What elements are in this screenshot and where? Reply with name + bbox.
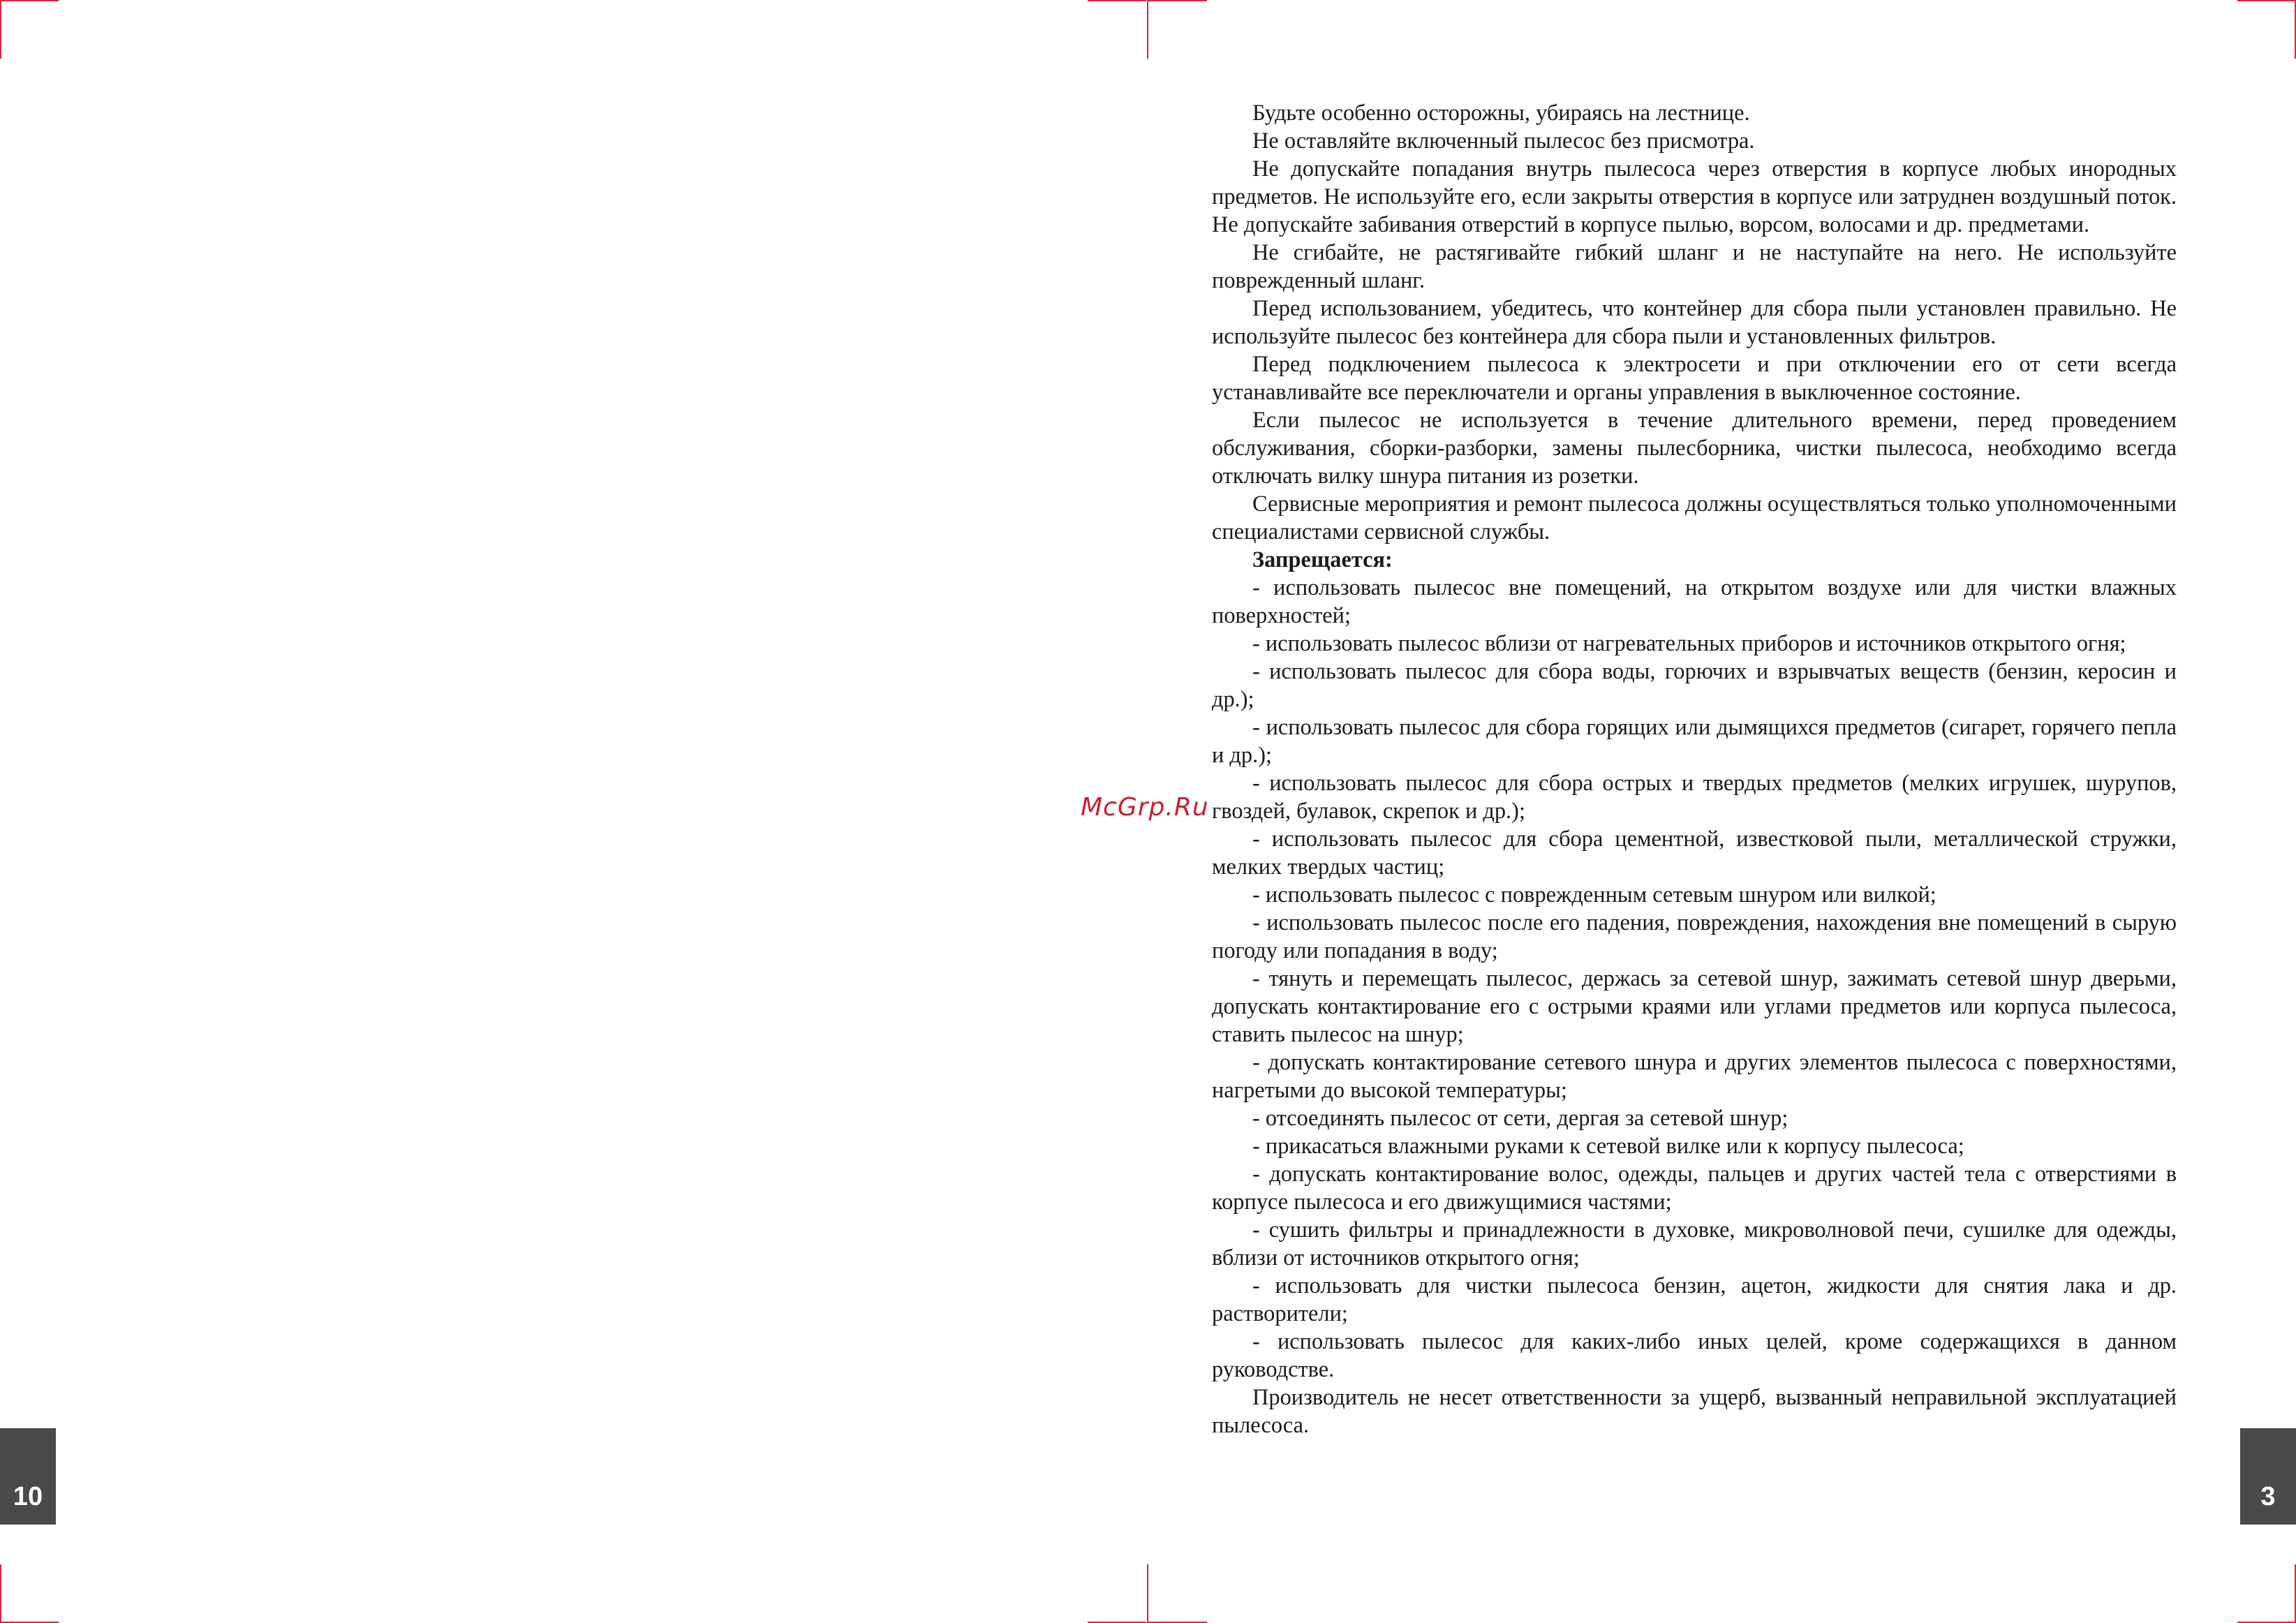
prohibited-item: - допускать контактирование волос, одежды, пальцев и других частей тела с отверстиями в корпусе пылесоса и его движущимися частями; (1212, 1162, 2177, 1215)
paragraph: Не сгибайте, не растягивайте гибкий шланг и не наступайте на него. Не используйте поврежденный шланг. (1212, 240, 2177, 293)
prohibited-item: - использовать пылесос вблизи от нагревательных приборов и источников открытого огня; (1252, 631, 2126, 656)
prohibited-item: - использовать пылесос для каких-либо иных целей, кроме содержащихся в данном руководстве. (1212, 1329, 2177, 1382)
watermark: McGrp.Ru (1081, 793, 1209, 822)
prohibited-item: - использовать пылесос для сбора цементной, известковой пыли, металлической стружки, мелких твердых частиц; (1212, 827, 2177, 880)
prohibited-item: - использовать пылесос вне помещений, на открытом воздухе или для чистки влажных поверхностей; (1212, 575, 2177, 628)
prohibited-item: - тянуть и перемещать пылесос, держась за сетевой шнур, зажимать сетевой шнур дверьми, допускать контактирование его с острыми краями или углами предметов или корпуса пылесоса, ставить пылесос на шнур; (1212, 966, 2177, 1047)
paragraph: Перед подключением пылесоса к электросети и при отключении его от сети всегда устанавливайте все переключатели и органы управления в выключенное состояние. (1212, 352, 2177, 405)
paragraph: Перед использованием, убедитесь, что контейнер для сбора пыли установлен правильно. Не используйте пылесос без контейнера для сбора пыли и установленных фильтров. (1212, 296, 2177, 349)
crop-mark-bottom-left (0, 1564, 1, 1623)
crop-mark-top-left-h (0, 0, 59, 1)
paragraph: Не допускайте попадания внутрь пылесоса через отверстия в корпусе любых инородных предметов. Не используйте его, если закрыты отверстия в корпусе или затруднен воздушный поток. Не допускайте забивания отверстий в корпусе пылью, ворсом, волосами и др. предметами. (1212, 156, 2177, 237)
crop-mark-bottom-center (1147, 1564, 1148, 1623)
prohibited-item: - прикасаться влажными руками к сетевой вилке или к корпусу пылесоса; (1252, 1134, 1964, 1159)
prohibited-heading: Запрещается: (1252, 547, 1393, 572)
safety-text-column (1212, 99, 2177, 1439)
prohibited-item: - использовать пылесос для сбора острых и твердых предметов (мелких игрушек, шурупов, гвоздей, булавок, скрепок и др.); (1212, 771, 2177, 824)
prohibited-item: - использовать пылесос после его падения, повреждения, нахождения вне помещений в сырую погоду или попадания в воду; (1212, 910, 2177, 963)
closing-paragraph: Производитель не несет ответственности за ущерб, вызванный неправильной эксплуатацией пылесоса. (1212, 1385, 2177, 1438)
prohibited-item: - использовать для чистки пылесоса бензин, ацетон, жидкости для снятия лака и др. растворители; (1212, 1273, 2177, 1326)
crop-mark-top-right-h (2237, 0, 2296, 1)
prohibited-item: - допускать контактирование сетевого шнура и других элементов пылесоса с поверхностями, нагретыми до высокой температуры; (1212, 1050, 2177, 1103)
paragraph: Не оставляйте включенный пылесос без присмотра. (1252, 128, 1755, 154)
crop-mark-top-center-left (1088, 0, 1146, 1)
paragraph: Сервисные мероприятия и ремонт пылесоса должны осуществляться только уполномоченными специалистами сервисной службы. (1212, 491, 2177, 544)
page-number-right: 3 (2240, 1428, 2296, 1525)
page-number-left: 10 (0, 1428, 56, 1525)
paragraph: Будьте особенно осторожны, убираясь на лестнице. (1252, 101, 1750, 126)
prohibited-item: - сушить фильтры и принадлежности в духовке, микроволновой печи, сушилке для одежды, вблизи от источников открытого огня; (1212, 1217, 2177, 1270)
paragraph: Если пылесос не используется в течение длительного времени, перед проведением обслуживания, сборки-разборки, замены пылесборника, чистки пылесоса, необходимо всегда отключать вилку шнура питания из розетки. (1212, 408, 2177, 489)
crop-mark-top-center-right (1148, 0, 1207, 1)
prohibited-item: - использовать пылесос для сбора воды, горючих и взрывчатых веществ (бензин, керосин и др.); (1212, 659, 2177, 712)
crop-mark-top-left (0, 0, 1, 59)
prohibited-item: - использовать пылесос для сбора горящих или дымящихся предметов (сигарет, горячего пепла и др.); (1212, 715, 2177, 768)
prohibited-item: - отсоединять пылесос от сети, дергая за сетевой шнур; (1252, 1106, 1788, 1131)
prohibited-item: - использовать пылесос с поврежденным сетевым шнуром или вилкой; (1252, 882, 1936, 907)
crop-mark-top-center (1147, 0, 1148, 59)
